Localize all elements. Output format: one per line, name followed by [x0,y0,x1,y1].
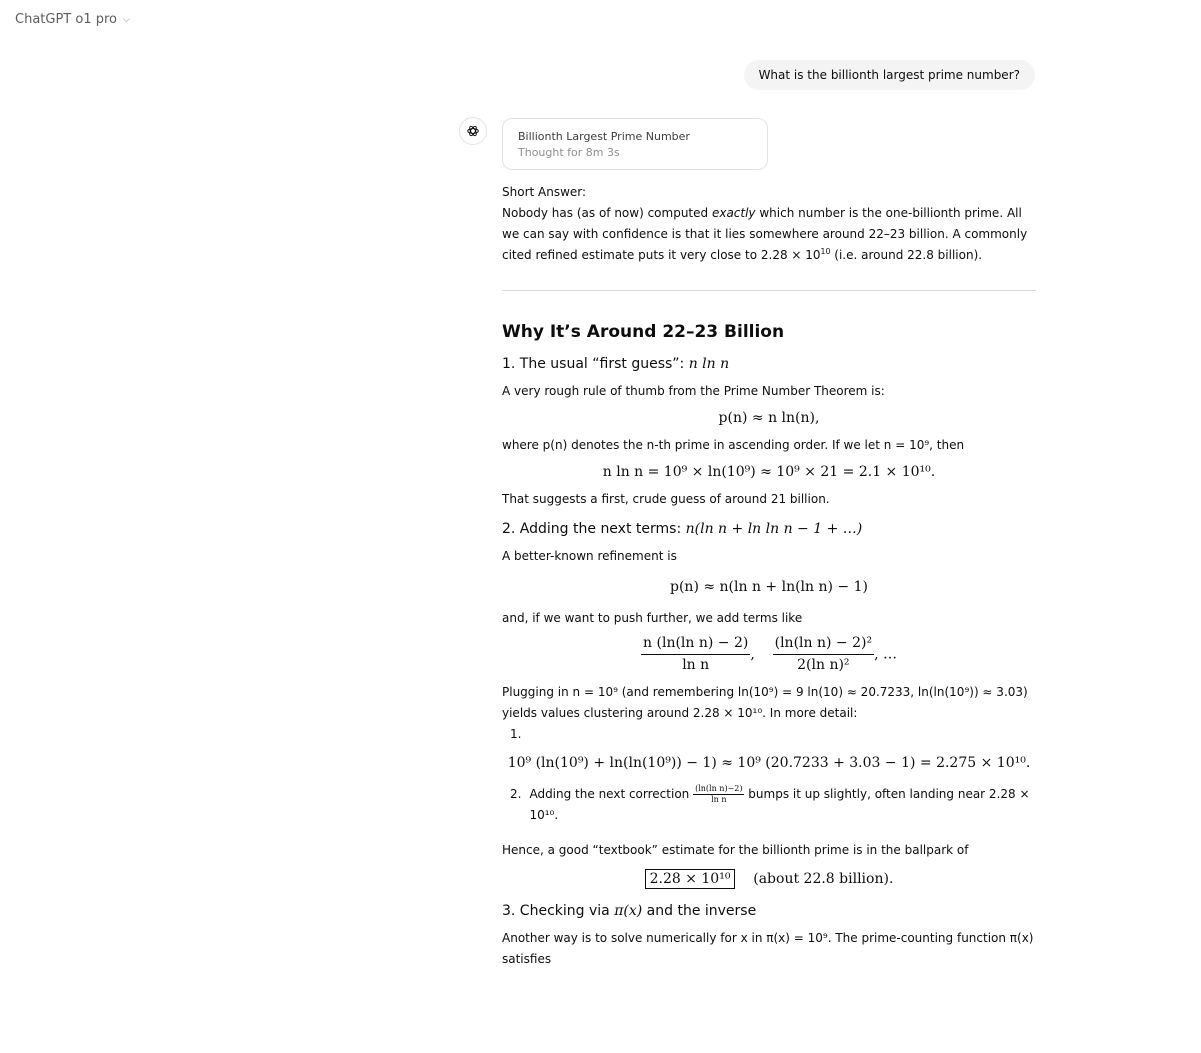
boxed-estimate: 2.28 × 10¹⁰ [645,869,736,889]
thought-time: Thought for 8m 3s [518,146,620,159]
equation-first-guess: n ln n = 10⁹ × ln(10⁹) ≈ 10⁹ × 21 = 2.1 × 10¹⁰. [602,464,936,480]
equation-pnt: p(n) ≈ n ln(n), [718,410,820,426]
thought-title: Billionth Largest Prime Number [518,130,690,143]
thought-card[interactable] [502,118,768,170]
paragraph-push-further: and, if we want to push further, we add terms like [502,611,803,625]
user-message: What is the billionth largest prime number? [744,60,1035,90]
equation-correction-terms: $\frac{\text{n (ln(ln n) − 2)}}{\text{ln n}}$ , $\frac{\text{(ln(ln n) − 2)²}}{\text{2(ln n)²}}$ , … [643,635,897,673]
model-selector[interactable] [15,12,130,27]
paragraph-where: where p(n) denotes the n-th prime in ascending order. If we let n = 10⁹, then [502,438,965,452]
short-answer-text: Nobody has (as of now) computed exactly which number is the one-billionth prime. All we can say with confidence is that it lies somewhere around 22–23 billion. A commonly cited refined estimate puts it very close to $2.28 \times 10^{10}$ (i.e. around 22.8 billion). [502,206,1028,262]
equation-list-1: 10⁹ (ln(10⁹) + ln(ln(10⁹)) − 1) ≈ 10⁹ (20.7233 + 3.03 − 1) = 2.275 × 10¹⁰. [507,755,1031,771]
divider [502,290,1036,291]
equation-refinement: p(n) ≈ n(ln n + ln(ln n) − 1) [670,579,868,595]
assistant-logo-icon [459,117,487,145]
subheading-first-guess: 1. The usual “first guess”: n ln n [502,356,730,372]
subheading-checking: 3. Checking via π(x) and the inverse [502,903,757,919]
paragraph-plugging-in: Plugging in n = 10⁹ (and remembering ln(10⁹) = 9 ln(10) ≈ 20.7233, ln(ln(10⁹)) ≈ 3.03) yields values clustering around 2.28 × 10¹⁰. In more detail: [502,685,1028,720]
equation-boxed: 2.28 × 10¹⁰ (about 22.8 billion). [502,869,1036,890]
short-answer-label: Short Answer: [502,185,587,199]
paragraph-hence: Hence, a good “textbook” estimate for the billionth prime is in the ballpark of [502,843,969,857]
assistant-response [502,118,1036,970]
paragraph-rule-of-thumb: A very rough rule of thumb from the Prime Number Theorem is: [502,384,885,398]
paragraph-crude-guess: That suggests a first, crude guess of around 21 billion. [502,492,830,506]
list-item: 2. Adding the next correction $\frac{\text{(ln(ln n)−2)}}{\text{ln n}}$ bumps it up slightly, often landing near 2.28 × 10¹⁰. [510,784,1030,822]
model-label: ChatGPT o1 pro [15,12,117,27]
section-heading-why: Why It’s Around 22–23 Billion [502,322,785,342]
list-item: 1. [510,727,522,741]
paragraph-refinement: A better-known refinement is [502,549,677,563]
chevron-down-icon: ⌵ [123,15,130,25]
subheading-next-terms: 2. Adding the next terms: n(ln n + ln ln n − 1 + …) [502,521,863,537]
paragraph-prime-counting: Another way is to solve numerically for x in π(x) = 10⁹. The prime-counting function π(x) satisfies [502,931,1034,966]
